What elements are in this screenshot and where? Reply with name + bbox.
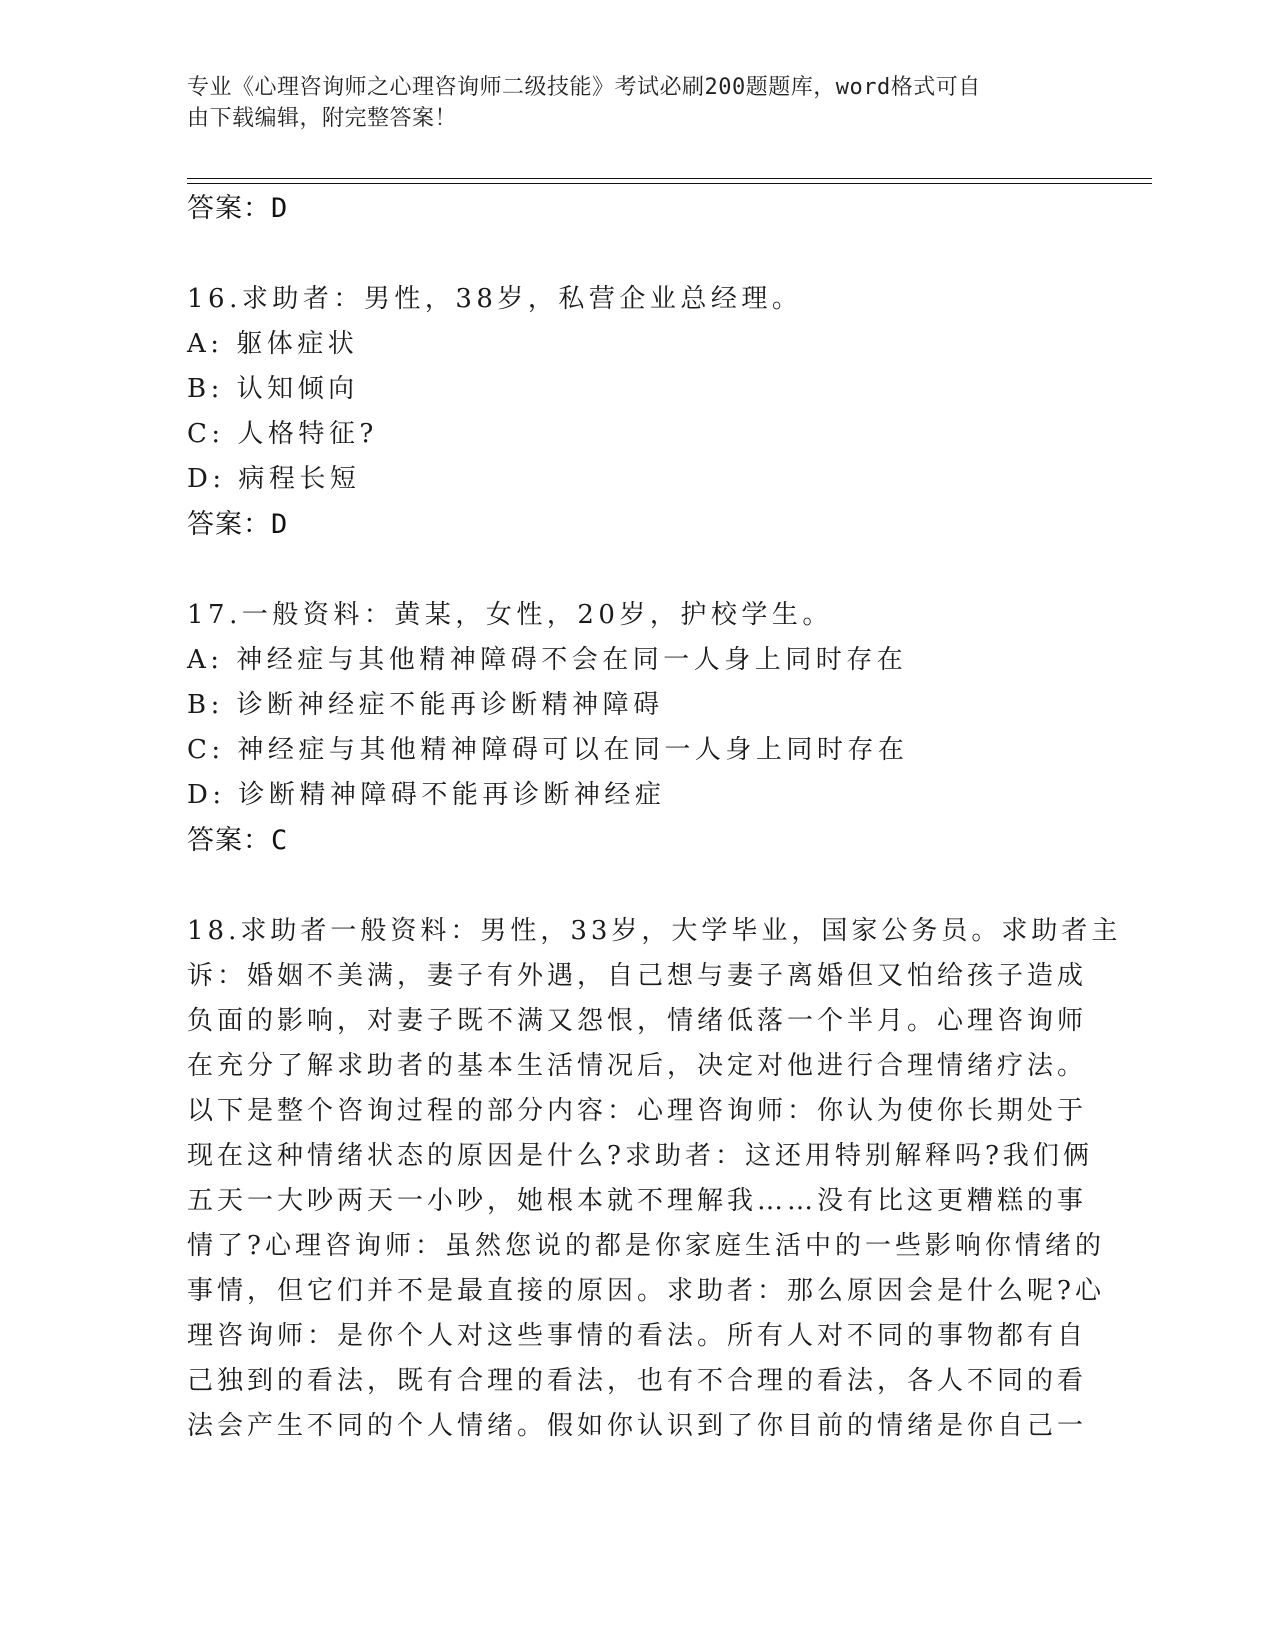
question-16 [187,277,1087,548]
paragraph-line: 18.求助者一般资料：男性，33岁，大学毕业，国家公务员。求助者主 [187,916,1122,946]
option-c: C: 神经症与其他精神障碍可以在同一人身上同时存在 [187,735,909,765]
paragraph-line: 法会产生不同的个人情绪。假如你认识到了你目前的情绪是你自己一 [187,1411,1088,1441]
option-b: B: 认知倾向 [187,374,359,404]
option-a: A: 神经症与其他精神障碍不会在同一人身上同时存在 [187,645,908,675]
spacer [187,232,1087,277]
option-a: A: 躯体症状 [187,329,359,359]
paragraph-line: 负面的影响，对妻子既不满又怨恨，情绪低落一个半月。心理咨询师 [187,1006,1088,1036]
paragraph-line: 在充分了解求助者的基本生活情况后，决定对他进行合理情绪疗法。 [187,1051,1088,1081]
question-stem: 16.求助者：男性，38岁，私营企业总经理。 [187,284,803,314]
header-line-2: 由下载编辑，附完整答案！ [187,106,458,131]
paragraph-line: 五天一大吵两天一小吵，她根本就不理解我……没有比这更糟糕的事 [187,1186,1088,1216]
paragraph-line: 现在这种情绪状态的原因是什么?求助者：这还用特别解释吗?我们俩 [187,1141,1093,1171]
spacer [187,864,1087,909]
header-line-1: 专业《心理咨询师之心理咨询师二级技能》考试必刷200题题库，word格式可自 [187,75,981,100]
paragraph-line: 事情，但它们并不是最直接的原因。求助者：那么原因会是什么呢?心 [187,1276,1105,1306]
paragraph-line: 诉：婚姻不美满，妻子有外遇，自己想与妻子离婚但又怕给孩子造成 [187,961,1088,991]
option-d: D: 诊断精神障碍不能再诊断神经症 [187,780,666,810]
question-18 [187,909,1122,1449]
question-answer: 答案：D [187,509,289,540]
page-header [187,72,1067,134]
paragraph-line: 己独到的看法，既有合理的看法，也有不合理的看法，各人不同的看 [187,1366,1088,1396]
document-body [187,186,1122,1449]
option-c: C: 人格特征? [187,419,378,449]
previous-answer: 答案：D [187,193,289,224]
option-d: D: 病程长短 [187,464,361,494]
header-rule-top [187,178,1152,179]
spacer [187,548,1087,593]
question-17 [187,593,1087,864]
paragraph-line: 情了?心理咨询师：虽然您说的都是你家庭生活中的一些影响你情绪的 [187,1231,1105,1261]
header-rule-bottom [187,183,1152,184]
option-b: B: 诊断神经症不能再诊断精神障碍 [187,690,664,720]
question-answer: 答案：C [187,825,289,856]
paragraph-line: 理咨询师：是你个人对这些事情的看法。所有人对不同的事物都有自 [187,1321,1088,1351]
question-stem: 17.一般资料：黄某，女性，20岁，护校学生。 [187,600,833,630]
paragraph-line: 以下是整个咨询过程的部分内容：心理咨询师：你认为使你长期处于 [187,1096,1088,1126]
